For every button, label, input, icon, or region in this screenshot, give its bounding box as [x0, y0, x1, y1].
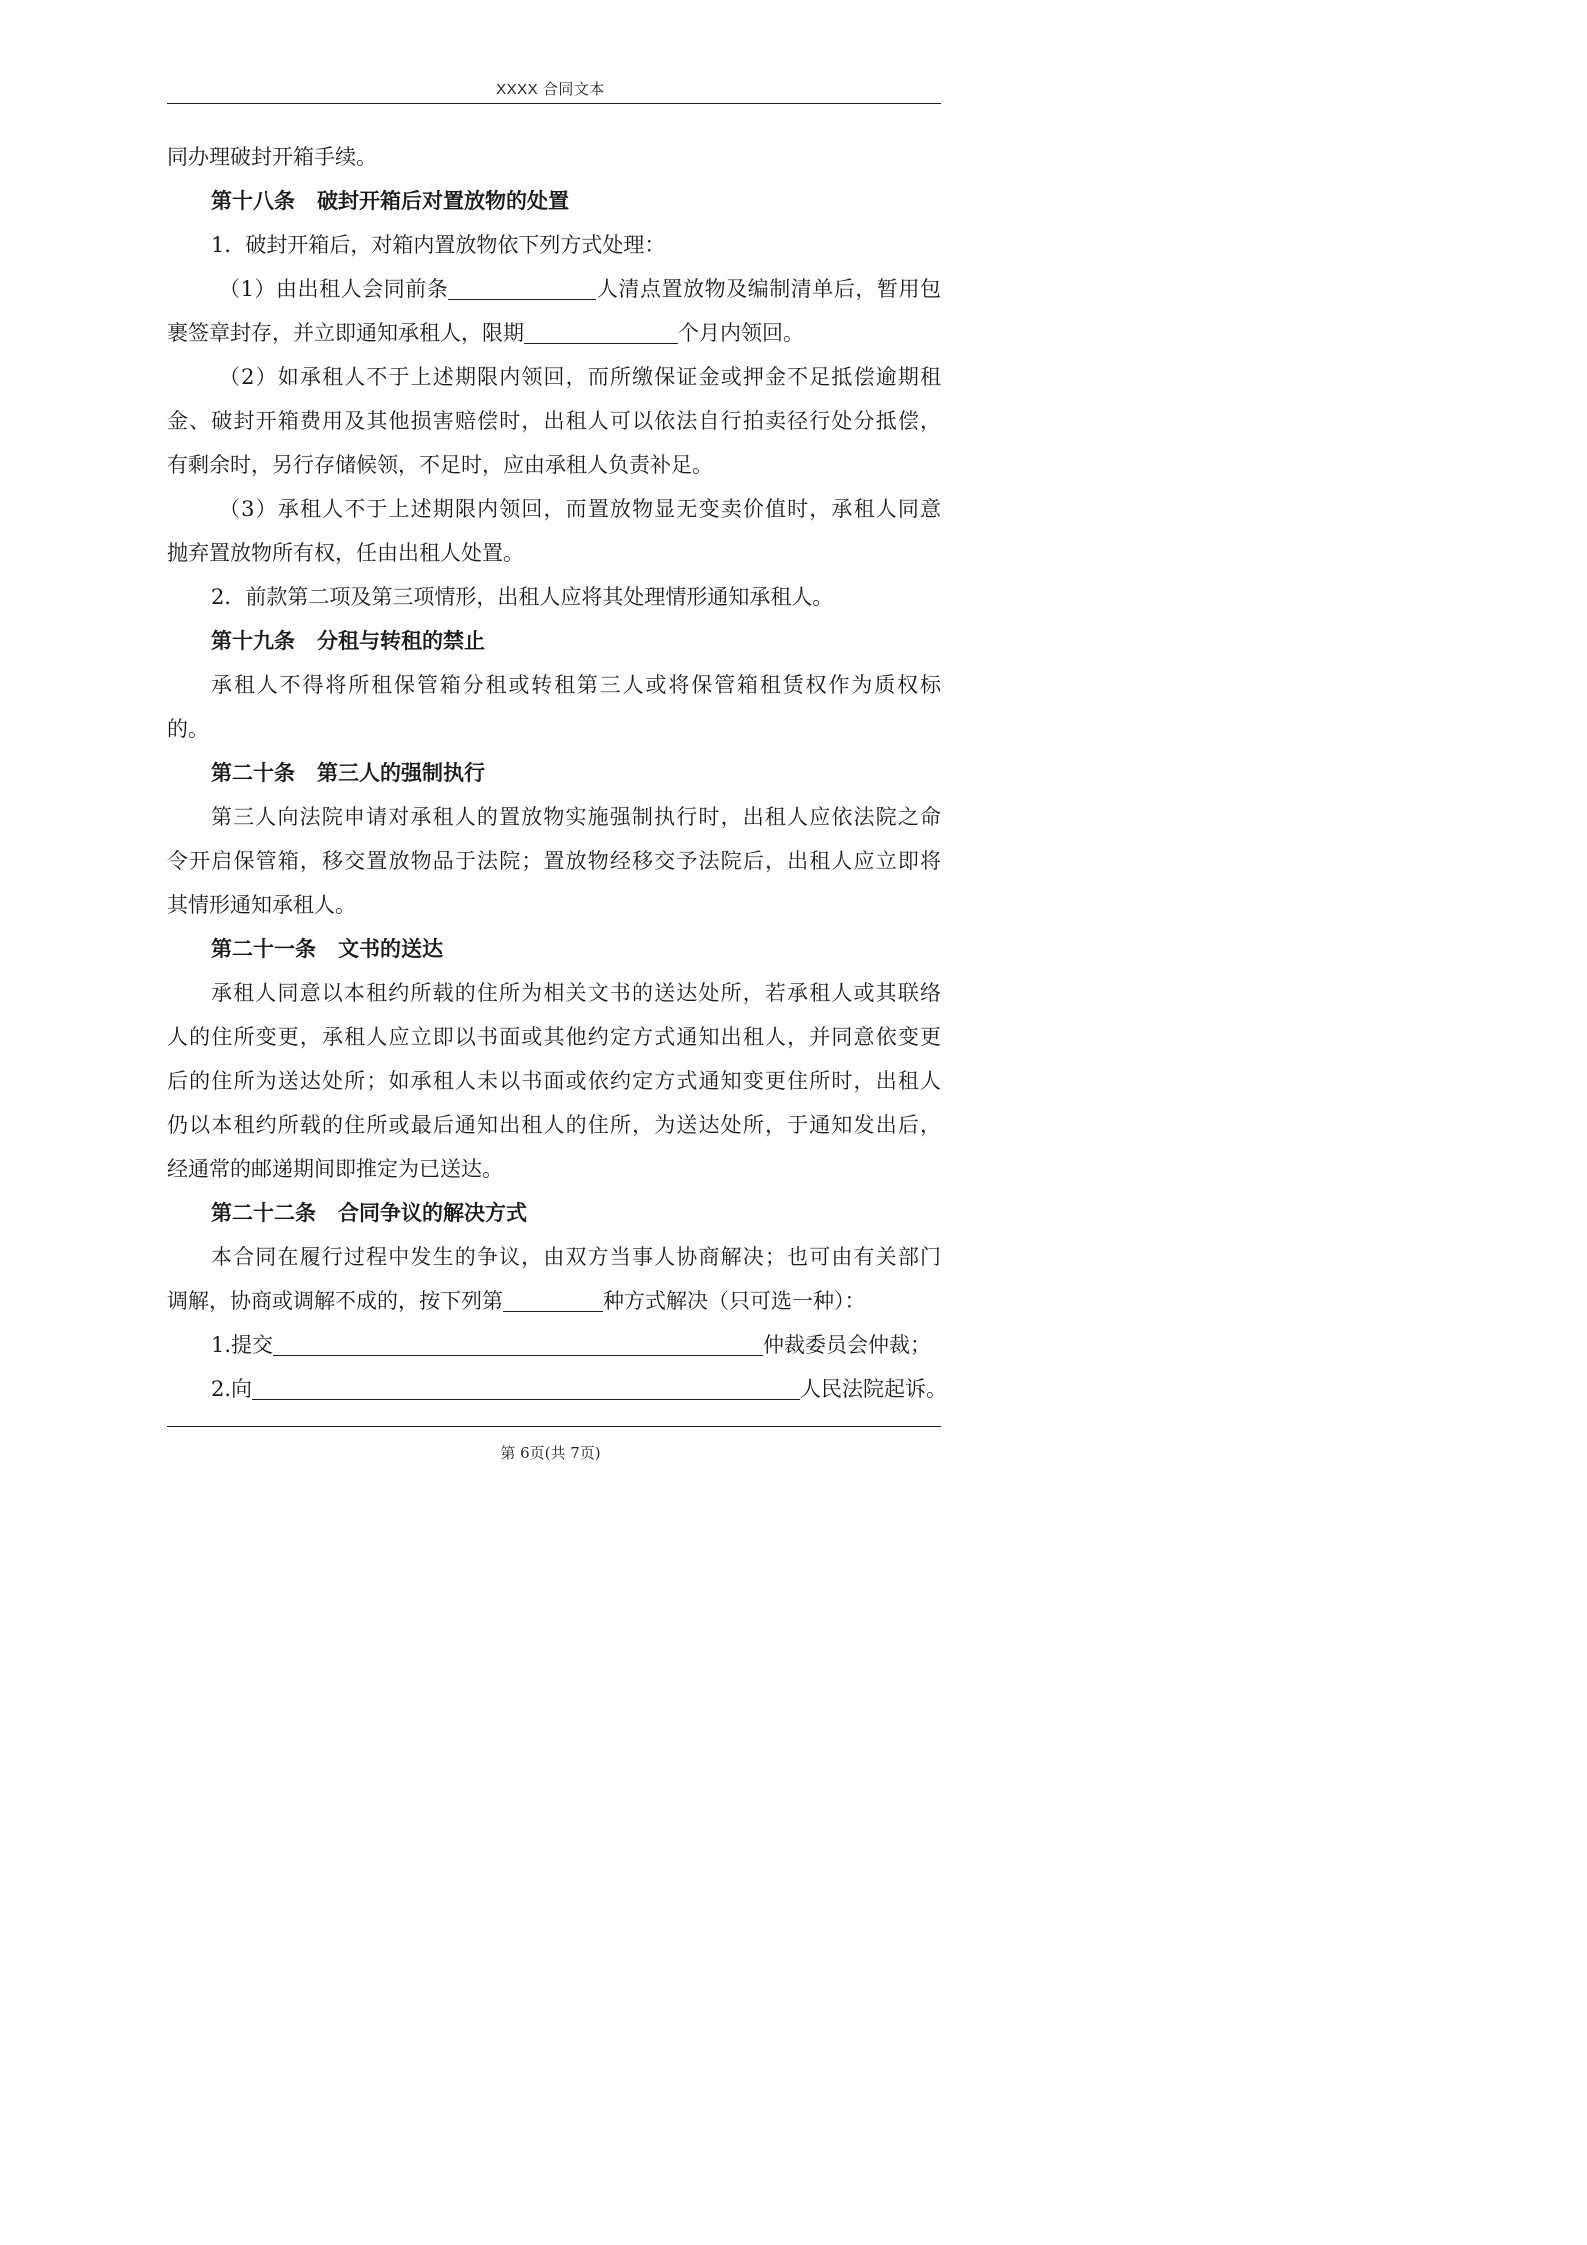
fill-in-blank[interactable] [273, 1329, 763, 1356]
body-line: 的。 [167, 717, 209, 741]
body-line: 有剩余时，另行存储候领，不足时，应由承租人负责补足。 [167, 453, 713, 477]
document-body [167, 135, 948, 1411]
body-line: 裹签章封存，并立即通知承租人，限期 个月内领回。 [167, 311, 941, 355]
article-number: 第二十条 [211, 760, 295, 785]
fill-in-blank[interactable] [448, 273, 596, 300]
article-heading [167, 751, 941, 795]
article-title: 合同争议的解决方式 [338, 1200, 527, 1225]
fill-in-blank[interactable] [524, 317, 678, 344]
body-line: （1）由出租人会同前条 人清点置放物及编制清单后，暂用包 [167, 267, 941, 311]
body-line: 仍以本租约所载的住所或最后通知出租人的住所，为送达处所，于通知发出后， [167, 1113, 941, 1137]
option-line: 2.向 人民法院起诉。 [167, 1367, 941, 1411]
body-line: 本合同在履行过程中发生的争议，由双方当事人协商解决；也可由有关部门 [211, 1245, 941, 1269]
body-line: 同办理破封开箱手续。 [167, 145, 377, 169]
fill-in-blank[interactable] [252, 1373, 800, 1400]
article-number: 第十九条 [211, 628, 295, 653]
footer-rule [167, 1426, 941, 1427]
article-heading [167, 1191, 941, 1235]
article-title: 破封开箱后对置放物的处置 [317, 188, 569, 213]
body-line: 1．破封开箱后，对箱内置放物依下列方式处理： [211, 233, 666, 257]
article-title: 分租与转租的禁止 [317, 628, 485, 653]
article-heading [167, 179, 941, 223]
body-line: （3）承租人不于上述期限内领回，而置放物显无变卖价值时，承租人同意 [219, 497, 941, 521]
body-line: （2）如承租人不于上述期限内领回，而所缴保证金或押金不足抵偿逾期租 [219, 365, 941, 389]
option-line: 1.提交 仲裁委员会仲裁； [167, 1323, 941, 1367]
article-title: 第三人的强制执行 [317, 760, 485, 785]
header-rule [167, 103, 941, 104]
body-line: 人的住所变更，承租人应立即以书面或其他约定方式通知出租人，并同意依变更 [167, 1025, 941, 1049]
body-line: 其情形通知承租人。 [167, 893, 356, 917]
fill-in-blank[interactable] [503, 1285, 603, 1312]
body-line: 金、破封开箱费用及其他损害赔偿时，出租人可以依法自行拍卖径行处分抵偿， [167, 409, 941, 433]
article-number: 第二十一条 [211, 936, 316, 961]
body-line: 令开启保管箱，移交置放物品于法院；置放物经移交予法院后，出租人应立即将 [167, 849, 941, 873]
article-heading [167, 927, 941, 971]
body-line: 第三人向法院申请对承租人的置放物实施强制执行时，出租人应依法院之命 [211, 805, 941, 829]
page-number: 第 6页(共 7页) [500, 1444, 601, 1462]
body-line: 抛弃置放物所有权，任由出租人处置。 [167, 541, 524, 565]
article-heading [167, 619, 941, 663]
article-number: 第二十二条 [211, 1200, 316, 1225]
body-line: 调解，协商或调解不成的，按下列第 种方式解决（只可选一种）： [167, 1279, 941, 1323]
body-line: 经通常的邮递期间即推定为已送达。 [167, 1157, 503, 1181]
body-line: 承租人不得将所租保管箱分租或转租第三人或将保管箱租赁权作为质权标 [211, 673, 941, 697]
page-header-title: XXXX 合同文本 [496, 81, 605, 98]
article-title: 文书的送达 [338, 936, 443, 961]
body-line: 承租人同意以本租约所载的住所为相关文书的送达处所，若承租人或其联络 [211, 981, 941, 1005]
body-line: 后的住所为送达处所；如承租人未以书面或依约定方式通知变更住所时，出租人 [167, 1069, 941, 1093]
body-line: 2．前款第二项及第三项情形，出租人应将其处理情形通知承租人。 [211, 585, 834, 609]
article-number: 第十八条 [211, 188, 295, 213]
